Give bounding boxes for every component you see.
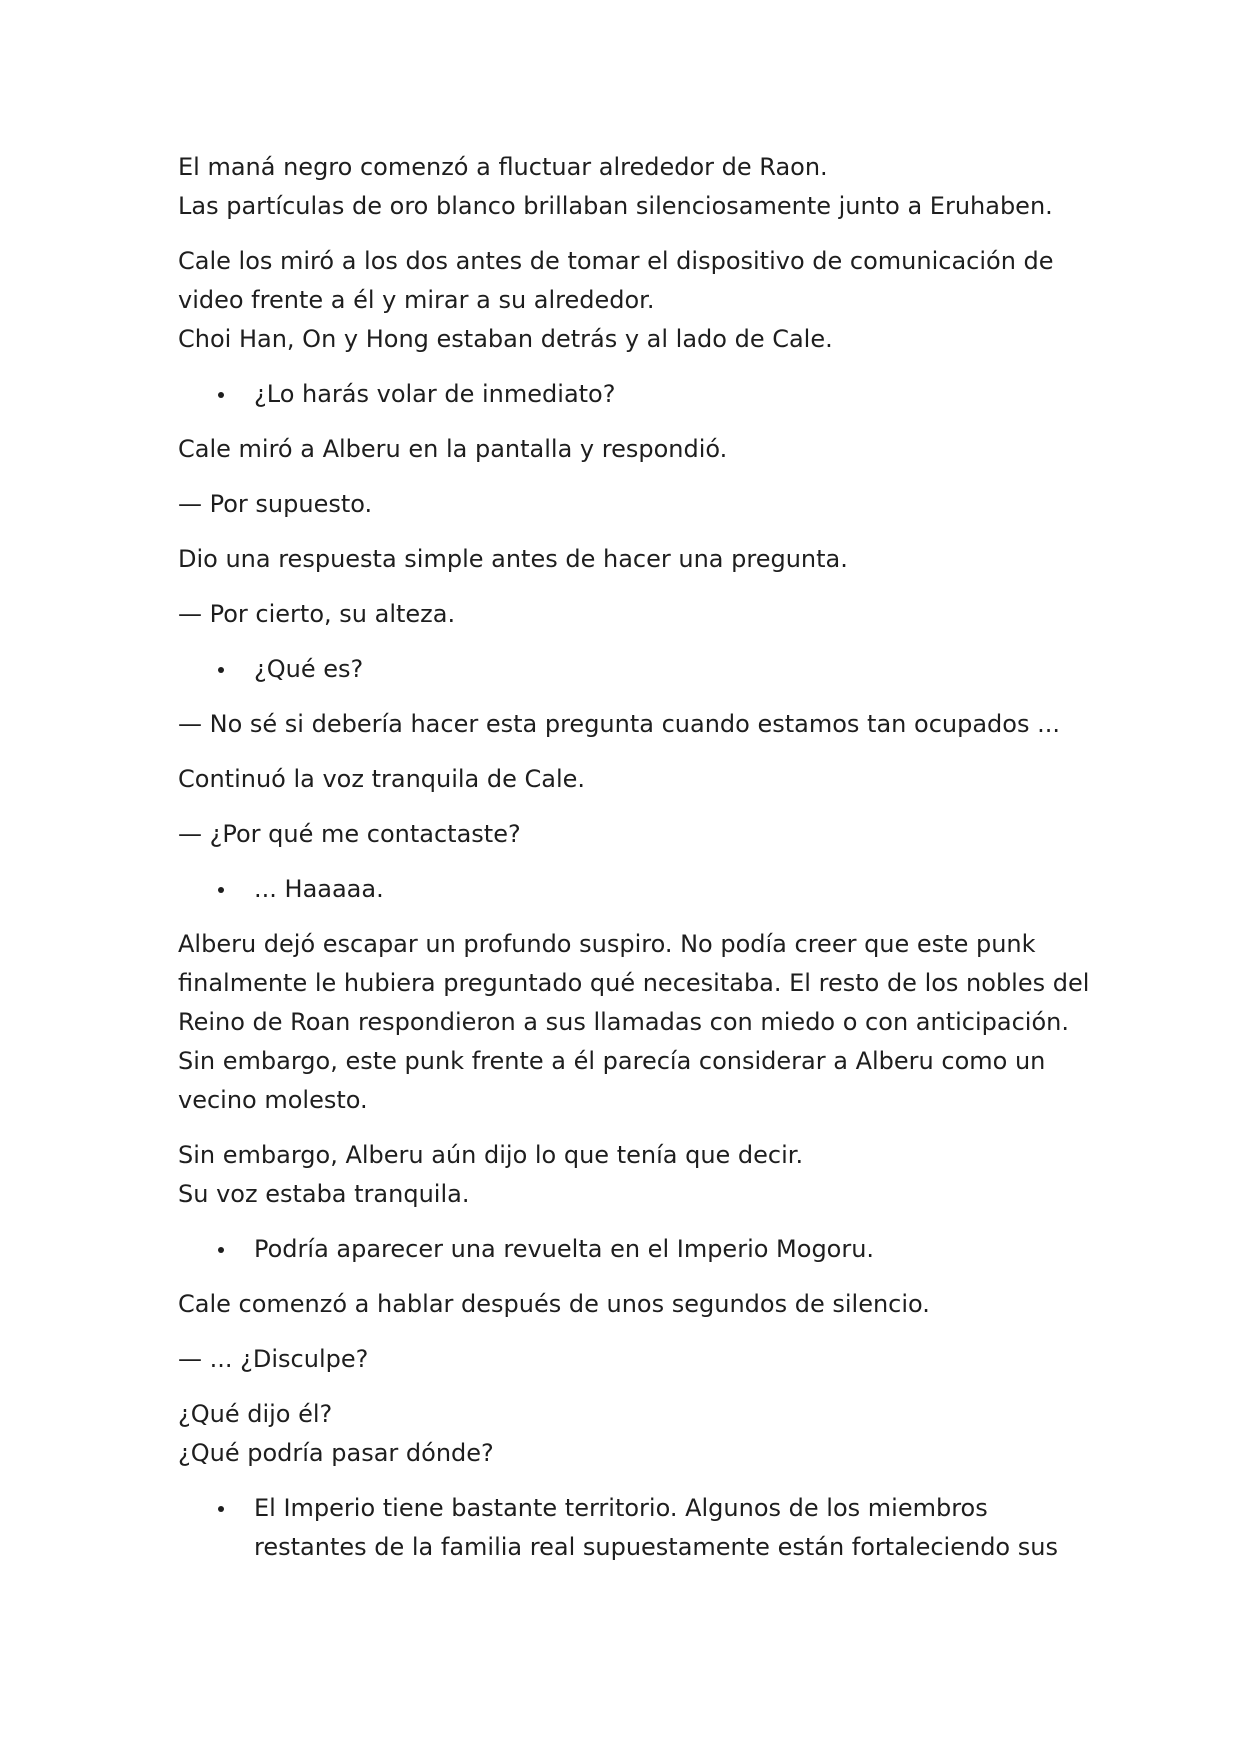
paragraph (178, 1395, 1078, 1473)
bullet-item (178, 1489, 1078, 1567)
paragraph (178, 1340, 1078, 1379)
text-line: ¿Qué dijo él? (178, 1400, 333, 1428)
text-line: Choi Han, On y Hong estaban detrás y al lado de Cale. (178, 325, 833, 353)
text-line: Dio una respuesta simple antes de hacer una pregunta. (178, 545, 848, 573)
text-line: Continuó la voz tranquila de Cale. (178, 765, 586, 793)
paragraph (178, 1285, 1078, 1324)
text-line: finalmente le hubiera preguntado qué necesitaba. El resto de los nobles del (178, 969, 1090, 997)
bullet-item (178, 1230, 1078, 1269)
bullet-dot-icon (218, 887, 224, 893)
document-page (178, 148, 1090, 1583)
bullet-dot-icon (218, 1506, 224, 1512)
text-line: Las partículas de oro blanco brillaban silenciosamente junto a Eruhaben. (178, 192, 1053, 220)
text-line: ¿Lo harás volar de inmediato? (254, 380, 616, 408)
paragraph (178, 760, 1078, 799)
text-line: El Imperio tiene bastante territorio. Algunos de los miembros (254, 1494, 988, 1522)
text-line: Podría aparecer una revuelta en el Imperio Mogoru. (254, 1235, 875, 1263)
paragraph (178, 925, 1090, 1120)
paragraph (178, 540, 1078, 579)
text-line: El maná negro comenzó a fluctuar alrededor de Raon. (178, 153, 828, 181)
text-line: ¿Qué podría pasar dónde? (178, 1439, 494, 1467)
bullet-item (178, 650, 1078, 689)
text-line: Reino de Roan respondieron a sus llamadas con miedo o con anticipación. (178, 1008, 1069, 1036)
paragraph (178, 148, 1078, 226)
text-line: Su voz estaba tranquila. (178, 1180, 470, 1208)
paragraph (178, 485, 1078, 524)
text-line: vecino molesto. (178, 1086, 368, 1114)
bullet-dot-icon (218, 1247, 224, 1253)
paragraph (178, 705, 1078, 744)
text-line: restantes de la familia real supuestamente están fortaleciendo sus (254, 1533, 1058, 1561)
text-line: Alberu dejó escapar un profundo suspiro. No podía creer que este punk (178, 930, 1036, 958)
bullet-item (178, 375, 1078, 414)
text-line: — No sé si debería hacer esta pregunta cuando estamos tan ocupados ... (178, 710, 1060, 738)
text-line: ... Haaaaa. (254, 875, 384, 903)
text-line: Cale comenzó a hablar después de unos segundos de silencio. (178, 1290, 930, 1318)
bullet-item (178, 870, 1078, 909)
text-line: Cale miró a Alberu en la pantalla y respondió. (178, 435, 728, 463)
text-line: video frente a él y mirar a su alrededor. (178, 286, 655, 314)
text-line: — Por cierto, su alteza. (178, 600, 456, 628)
text-line: Cale los miró a los dos antes de tomar el dispositivo de comunicación de (178, 247, 1054, 275)
text-line: ¿Qué es? (254, 655, 364, 683)
text-line: — ... ¿Disculpe? (178, 1345, 369, 1373)
bullet-dot-icon (218, 667, 224, 673)
paragraph (178, 595, 1078, 634)
text-line: Sin embargo, este punk frente a él parecía considerar a Alberu como un (178, 1047, 1046, 1075)
paragraph (178, 815, 1078, 854)
paragraph (178, 430, 1078, 469)
paragraph (178, 1136, 1078, 1214)
text-line: Sin embargo, Alberu aún dijo lo que tenía que decir. (178, 1141, 804, 1169)
paragraph (178, 242, 1078, 359)
bullet-dot-icon (218, 392, 224, 398)
text-line: — ¿Por qué me contactaste? (178, 820, 521, 848)
text-line: — Por supuesto. (178, 490, 373, 518)
